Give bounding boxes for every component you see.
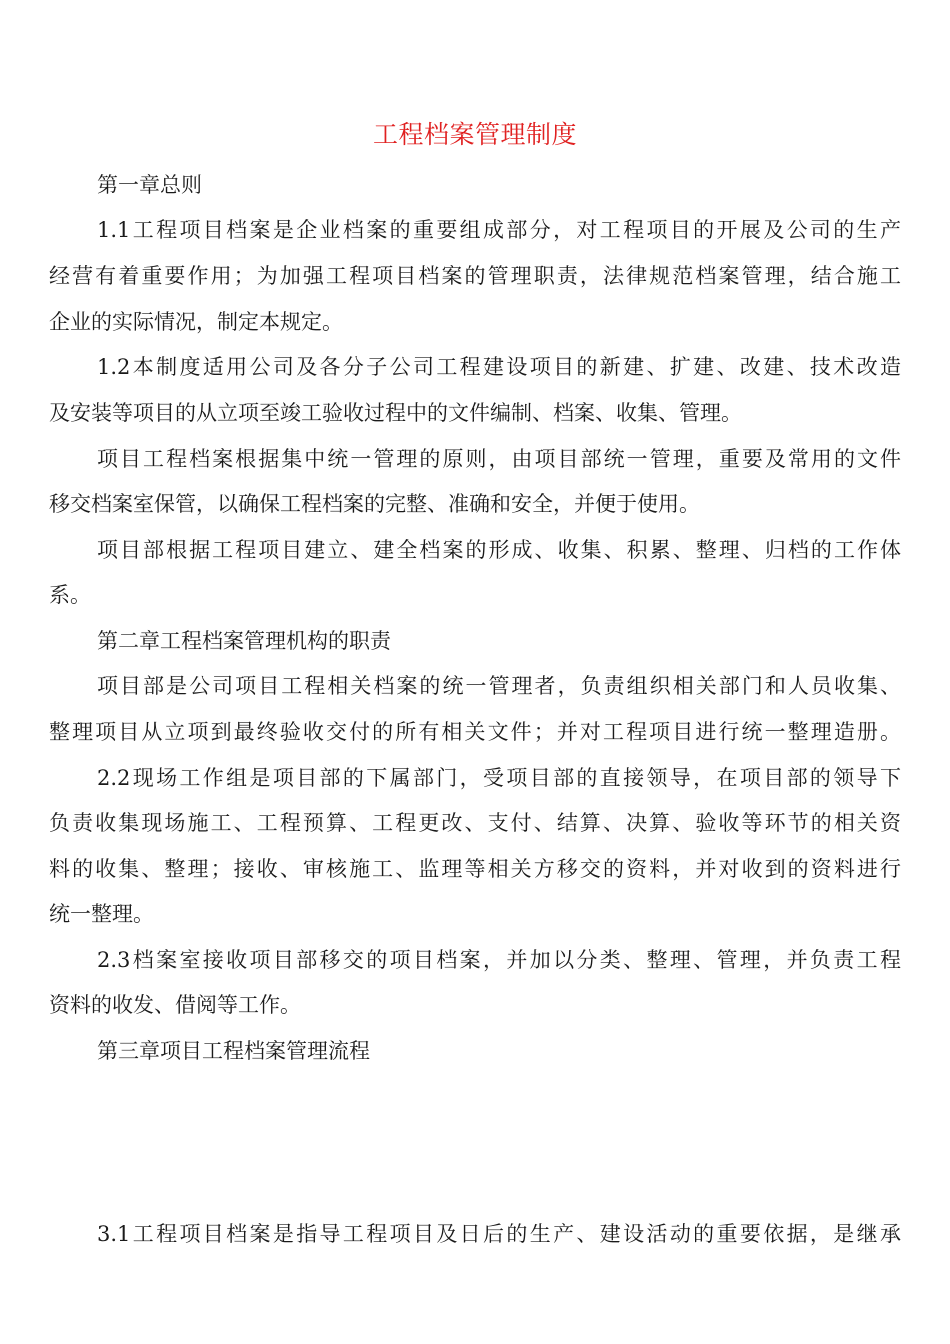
paragraph-line: 项目工程档案根据集中统一管理的原则，由项目部统一管理，重要及常用的文件	[97, 447, 901, 471]
paragraph-line: 移交档案室保管，以确保工程档案的完整、准确和安全，并便于使用。	[49, 492, 700, 516]
paragraph-line: 项目部根据工程项目建立、建全档案的形成、收集、积累、整理、归档的工作体	[97, 538, 901, 562]
chapter-3-heading: 第三章项目工程档案管理流程	[97, 1039, 370, 1063]
paragraph-line: 企业的实际情况，制定本规定。	[49, 310, 343, 334]
paragraph-line: 负责收集现场施工、工程预算、工程更改、支付、结算、决算、验收等环节的相关资	[49, 811, 901, 835]
paragraph-line: 统一整理。	[49, 902, 154, 926]
paragraph-line: 3.1工程项目档案是指导工程项目及日后的生产、建设活动的重要依据，是继承	[97, 1222, 901, 1246]
paragraph-line: 1.1工程项目档案是企业档案的重要组成部分，对工程项目的开展及公司的生产	[97, 218, 901, 242]
paragraph-line: 项目部是公司项目工程相关档案的统一管理者，负责组织相关部门和人员收集、	[97, 674, 901, 698]
chapter-2-heading: 第二章工程档案管理机构的职责	[97, 629, 391, 653]
paragraph-line: 系。	[49, 583, 91, 607]
paragraph-line: 整理项目从立项到最终验收交付的所有相关文件；并对工程项目进行统一整理造册。	[49, 720, 901, 744]
paragraph-line: 资料的收发、借阅等工作。	[49, 993, 301, 1017]
paragraph-line: 料的收集、整理；接收、审核施工、监理等相关方移交的资料，并对收到的资料进行	[49, 857, 901, 881]
paragraph-line: 经营有着重要作用；为加强工程项目档案的管理职责，法律规范档案管理，结合施工	[49, 264, 901, 288]
chapter-1-heading: 第一章总则	[97, 173, 202, 197]
paragraph-line: 及安装等项目的从立项至竣工验收过程中的文件编制、档案、收集、管理。	[49, 401, 742, 425]
paragraph-line: 1.2本制度适用公司及各分子公司工程建设项目的新建、扩建、改建、技术改造	[97, 355, 901, 379]
paragraph-line: 2.2现场工作组是项目部的下属部门，受项目部的直接领导，在项目部的领导下	[97, 766, 901, 790]
paragraph-line: 2.3档案室接收项目部移交的项目档案，并加以分类、整理、管理，并负责工程	[97, 948, 901, 972]
document-title: 工程档案管理制度	[372, 120, 577, 149]
